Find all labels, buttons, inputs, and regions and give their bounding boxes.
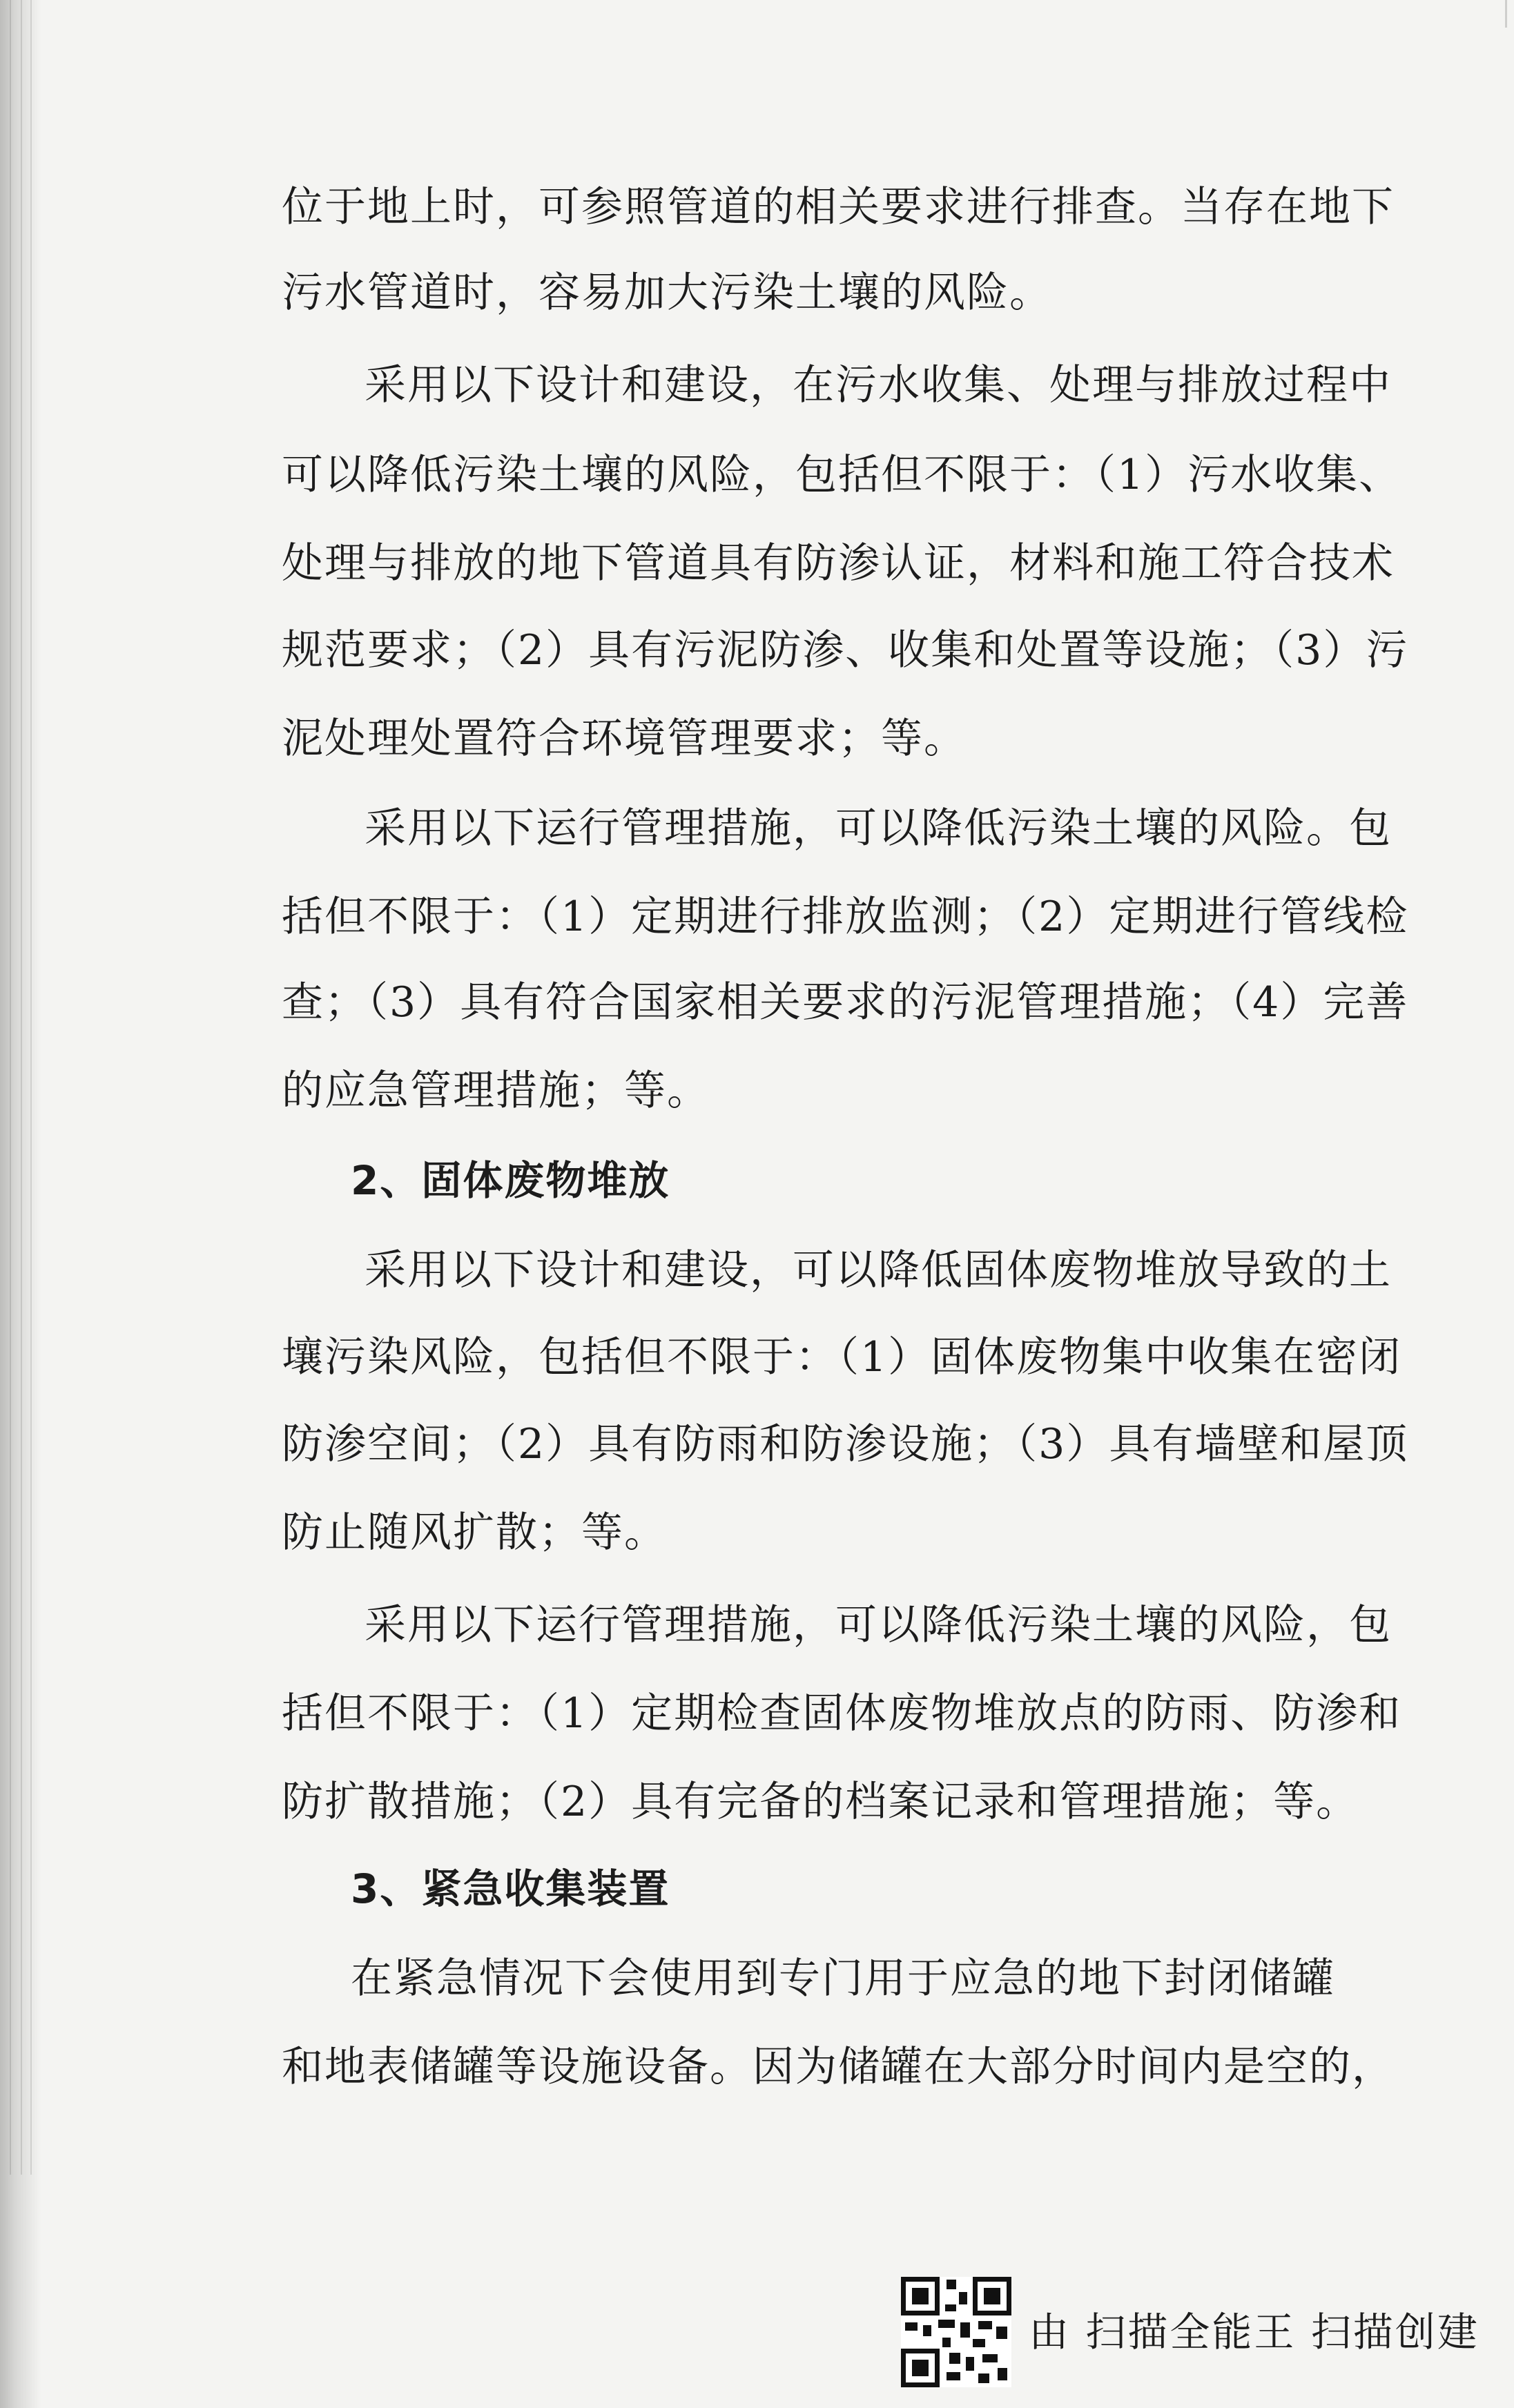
scanner-watermark: [901, 2277, 1508, 2387]
paragraph-first-line: 在紧急情况下会使用到专门用于应急的地下封闭储罐: [351, 1954, 1335, 2003]
text-line: 防扩散措施；（2）具有完备的档案记录和管理措施；等。: [282, 1778, 1359, 1826]
text-line: 和地表储罐等设施设备。因为储罐在大部分时间内是空的，: [282, 2043, 1395, 2091]
binding-edge-line: [10, 0, 11, 2175]
text-line: 处理与排放的地下管道具有防渗认证，材料和施工符合技术: [282, 539, 1395, 588]
text-line: 位于地上时，可参照管道的相关要求进行排查。当存在地下: [282, 183, 1395, 231]
text-line: 规范要求；（2）具有污泥防渗、收集和处置等设施；（3）污: [282, 626, 1409, 674]
text-line: 防止随风扩散；等。: [282, 1508, 667, 1557]
paragraph-first-line: 采用以下运行管理措施，可以降低污染土壤的风险，包: [365, 1601, 1392, 1649]
binding-edge-line: [21, 0, 22, 2175]
text-line: 括但不限于：（1）定期检查固体废物堆放点的防雨、防渗和: [282, 1689, 1402, 1738]
binding-edge-line: [30, 0, 32, 2175]
text-line: 污水管道时，容易加大污染土壤的风险。: [282, 269, 1052, 317]
watermark-text: 由 扫描全能王 扫描创建: [1029, 2309, 1479, 2356]
section-heading: 2、固体废物堆放: [351, 1157, 670, 1204]
paragraph-first-line: 采用以下运行管理措施，可以降低污染土壤的风险。包: [365, 804, 1392, 853]
paragraph-first-line: 采用以下设计和建设，可以降低固体废物堆放导致的土: [365, 1246, 1392, 1294]
text-line: 泥处理处置符合环境管理要求；等。: [282, 715, 967, 763]
text-line: 壤污染风险，包括但不限于：（1）固体废物集中收集在密闭: [282, 1333, 1402, 1381]
page-edge-mark: [1505, 0, 1507, 28]
text-line: 的应急管理措施；等。: [282, 1067, 710, 1115]
text-line: 查；（3）具有符合国家相关要求的污泥管理措施；（4）完善: [282, 978, 1409, 1027]
paragraph-first-line: 采用以下设计和建设，在污水收集、处理与排放过程中: [365, 361, 1392, 409]
text-line: 可以降低污染土壤的风险，包括但不限于：（1）污水收集、: [282, 451, 1402, 499]
text-line: 防渗空间；（2）具有防雨和防渗设施；（3）具有墙壁和屋顶: [282, 1420, 1409, 1468]
text-line: 括但不限于：（1）定期进行排放监测；（2）定期进行管线检: [282, 893, 1409, 941]
section-heading: 3、紧急收集装置: [351, 1865, 670, 1912]
qr-code-icon: [901, 2277, 1011, 2387]
